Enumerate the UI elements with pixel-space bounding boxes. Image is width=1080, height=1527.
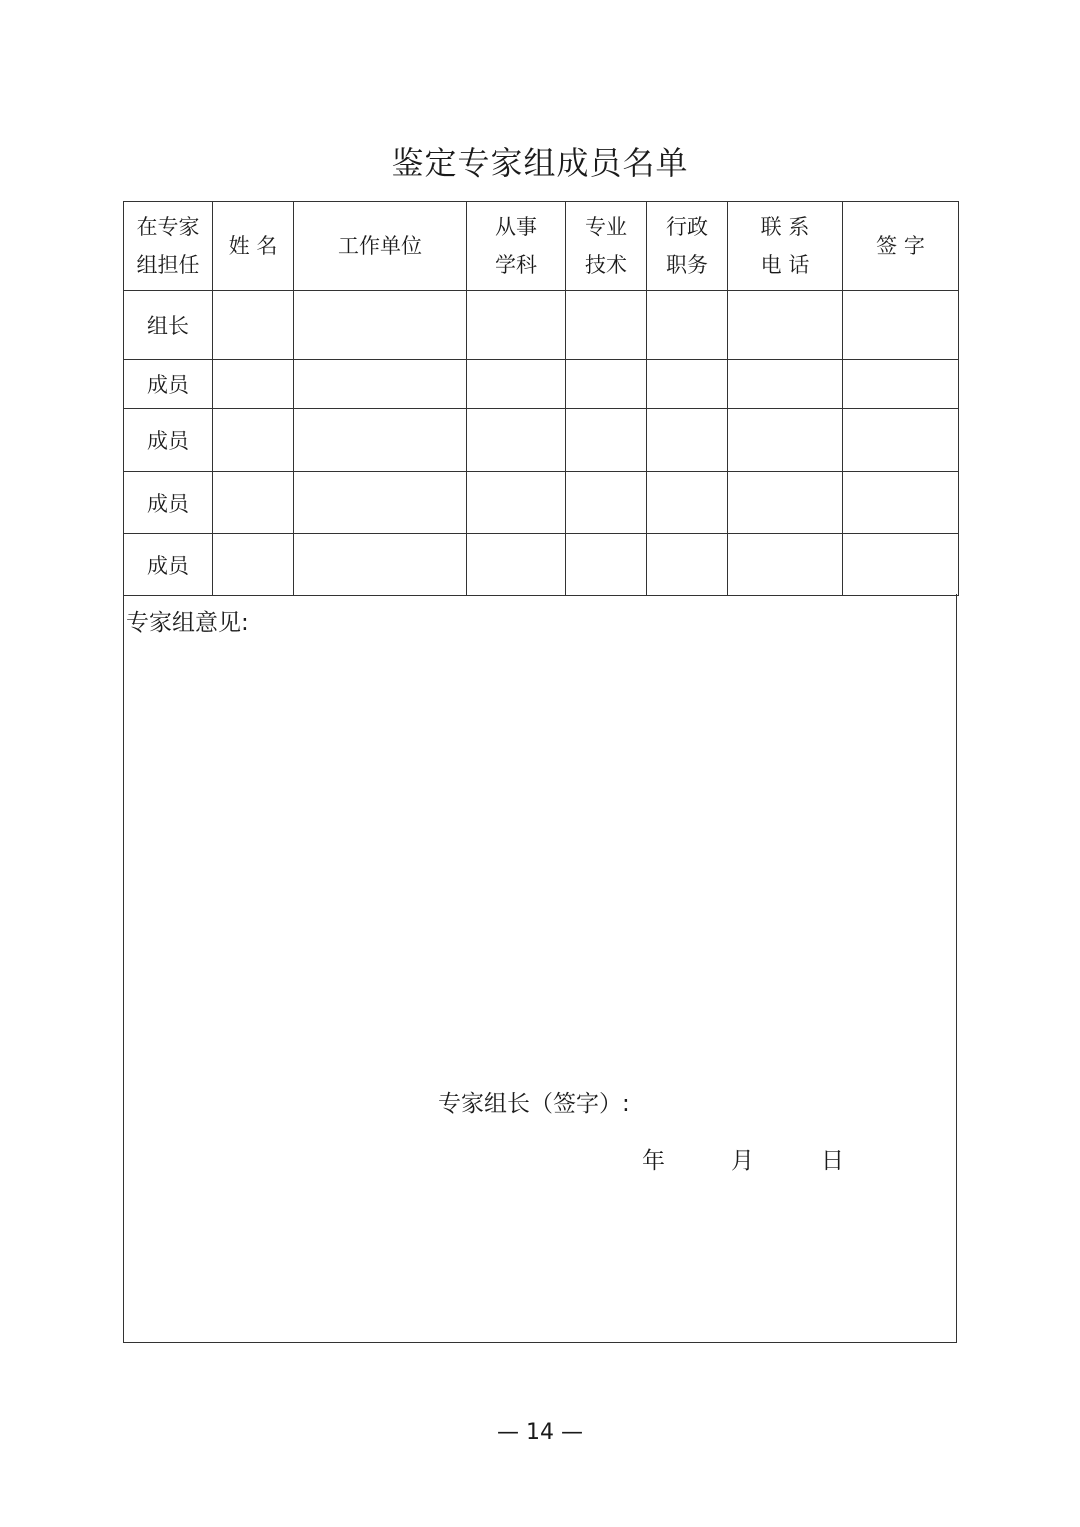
header-technical-title-line2: 技术 <box>585 253 627 277</box>
signature-cell[interactable] <box>843 534 959 596</box>
header-admin-post <box>647 202 728 291</box>
expert-roster-table <box>123 201 959 596</box>
technical-title-cell[interactable] <box>566 534 647 596</box>
header-technical-title-line1: 专业 <box>585 215 627 239</box>
role-cell: 成员 <box>124 409 213 472</box>
header-phone <box>728 202 843 291</box>
page-number: — 14 — <box>497 1420 583 1445</box>
expert-opinion-section[interactable] <box>123 594 957 1343</box>
document-title: 鉴定专家组成员名单 <box>391 144 689 182</box>
table-row <box>124 534 959 596</box>
header-admin-post-line2: 职务 <box>666 253 708 277</box>
name-cell[interactable] <box>213 409 294 472</box>
admin-post-cell[interactable] <box>647 534 728 596</box>
signature-cell[interactable] <box>843 360 959 409</box>
admin-post-cell[interactable] <box>647 291 728 360</box>
technical-title-cell[interactable] <box>566 360 647 409</box>
header-signature <box>843 202 959 291</box>
work-unit-cell[interactable] <box>294 291 467 360</box>
header-discipline-line2: 学科 <box>495 253 537 277</box>
discipline-cell[interactable] <box>467 291 566 360</box>
name-cell[interactable] <box>213 291 294 360</box>
date-year-label: 年 <box>642 1148 665 1174</box>
header-role-line2: 组担任 <box>136 253 200 277</box>
work-unit-cell[interactable] <box>294 409 467 472</box>
expert-roster-form <box>123 201 958 1344</box>
header-discipline-line1: 从事 <box>495 215 537 239</box>
header-phone-line2: 电 话 <box>760 253 810 277</box>
header-discipline <box>467 202 566 291</box>
role-cell: 成员 <box>124 472 213 534</box>
table-row <box>124 291 959 360</box>
work-unit-cell[interactable] <box>294 360 467 409</box>
date-month-label: 月 <box>731 1148 754 1174</box>
phone-cell[interactable] <box>728 291 843 360</box>
role-cell: 成员 <box>124 534 213 596</box>
header-technical-title <box>566 202 647 291</box>
discipline-cell[interactable] <box>467 409 566 472</box>
admin-post-cell[interactable] <box>647 409 728 472</box>
header-signature-label: 签 字 <box>876 234 925 258</box>
technical-title-cell[interactable] <box>566 472 647 534</box>
header-name <box>213 202 294 291</box>
header-row <box>124 202 959 291</box>
role-cell: 组长 <box>124 291 213 360</box>
admin-post-cell[interactable] <box>647 360 728 409</box>
technical-title-cell[interactable] <box>566 291 647 360</box>
discipline-cell[interactable] <box>467 472 566 534</box>
header-admin-post-line1: 行政 <box>666 215 708 239</box>
name-cell[interactable] <box>213 534 294 596</box>
expert-opinion-label: 专家组意见: <box>126 610 249 636</box>
phone-cell[interactable] <box>728 409 843 472</box>
leader-signature-label: 专家组长（签字）: <box>438 1091 630 1117</box>
table-row <box>124 472 959 534</box>
signature-cell[interactable] <box>843 291 959 360</box>
header-work-unit <box>294 202 467 291</box>
header-phone-line1: 联 系 <box>760 215 810 239</box>
table-row <box>124 409 959 472</box>
technical-title-cell[interactable] <box>566 409 647 472</box>
discipline-cell[interactable] <box>467 360 566 409</box>
discipline-cell[interactable] <box>467 534 566 596</box>
work-unit-cell[interactable] <box>294 534 467 596</box>
signature-cell[interactable] <box>843 409 959 472</box>
phone-cell[interactable] <box>728 472 843 534</box>
role-cell: 成员 <box>124 360 213 409</box>
name-cell[interactable] <box>213 360 294 409</box>
header-role-line1: 在专家 <box>136 215 200 239</box>
header-work-unit-label: 工作单位 <box>338 234 422 258</box>
phone-cell[interactable] <box>728 534 843 596</box>
signature-cell[interactable] <box>843 472 959 534</box>
name-cell[interactable] <box>213 472 294 534</box>
header-name-label: 姓 名 <box>228 234 278 258</box>
table-row <box>124 360 959 409</box>
phone-cell[interactable] <box>728 360 843 409</box>
work-unit-cell[interactable] <box>294 472 467 534</box>
admin-post-cell[interactable] <box>647 472 728 534</box>
header-role <box>124 202 213 291</box>
date-day-label: 日 <box>821 1148 844 1174</box>
